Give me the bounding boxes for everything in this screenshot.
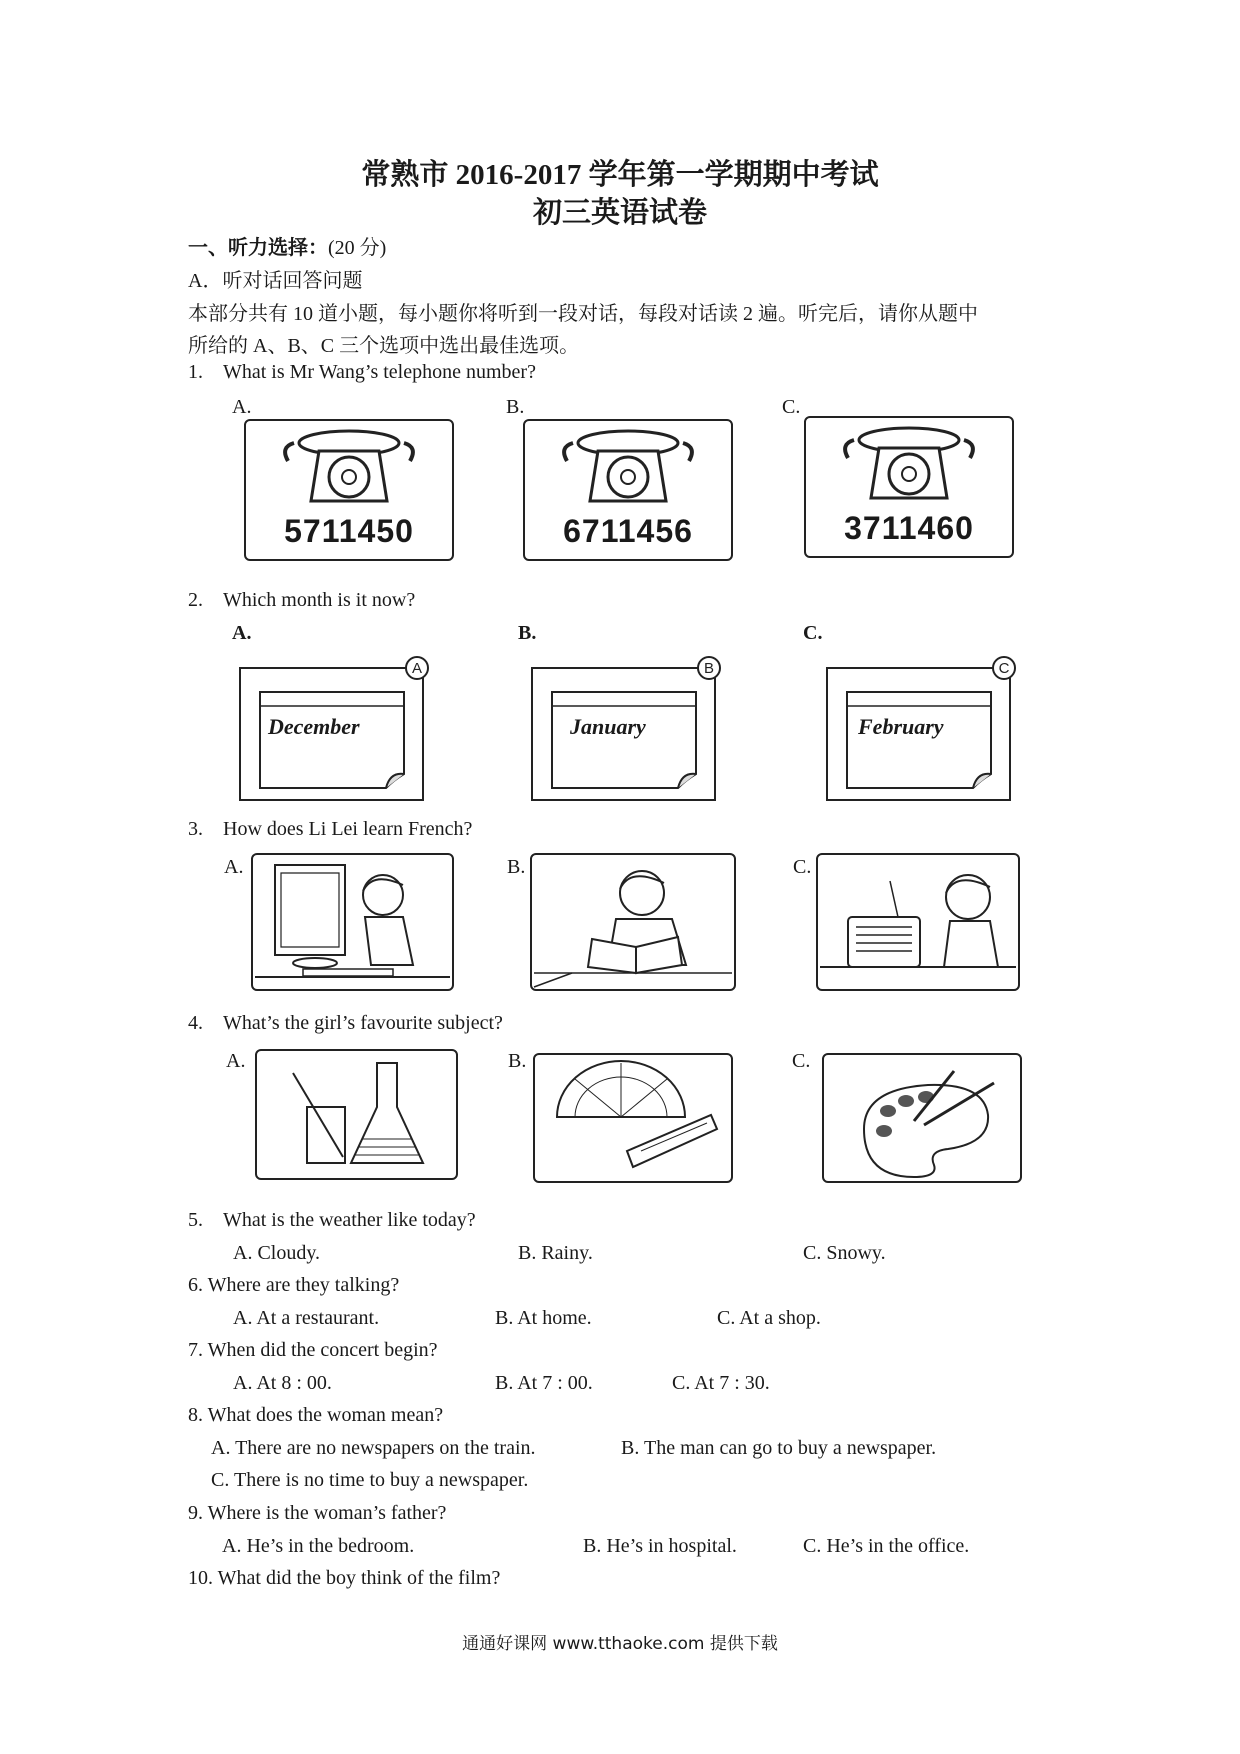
- q1-option-a-picture[interactable]: [244, 419, 454, 561]
- question-2: [188, 589, 415, 612]
- q4-option-a-letter: A.: [226, 1050, 246, 1072]
- phone-number: 6711456: [563, 513, 693, 549]
- question-7: [188, 1339, 438, 1362]
- question-number: 6.: [188, 1274, 203, 1296]
- question-number: 7.: [188, 1339, 203, 1361]
- q4-option-b-picture[interactable]: [533, 1053, 733, 1183]
- month-label: December: [268, 714, 360, 739]
- q9-option-a[interactable]: A. He’s in the bedroom.: [222, 1535, 415, 1557]
- question-9: [188, 1502, 446, 1525]
- badge-letter: A: [411, 660, 423, 677]
- q7-option-c[interactable]: C. At 7 : 30.: [672, 1372, 770, 1394]
- q3-option-c-letter: C.: [793, 856, 812, 878]
- q2-option-a-letter: A.: [232, 622, 252, 644]
- q1-option-c-letter: C.: [782, 396, 801, 418]
- q3-option-a-letter: A.: [224, 856, 244, 878]
- instructions-line-2: 所给的 A、B、C 三个选项中选出最佳选项。: [188, 335, 580, 357]
- q1-option-a-letter: A.: [232, 396, 252, 418]
- month-label: February: [858, 714, 944, 739]
- q8-option-b[interactable]: B. The man can go to buy a newspaper.: [621, 1437, 937, 1459]
- question-text: What is Mr Wang’s telephone number?: [223, 361, 536, 383]
- q2-option-b-picture[interactable]: [530, 656, 730, 802]
- question-number: 8.: [188, 1404, 203, 1426]
- q1-option-c-picture[interactable]: [804, 416, 1014, 558]
- exam-subtitle: 初三英语试卷: [532, 197, 707, 229]
- question-text: What is the weather like today?: [223, 1209, 476, 1231]
- question-text: How does Li Lei learn French?: [223, 818, 473, 840]
- question-1: [188, 361, 536, 384]
- q6-option-a[interactable]: A. At a restaurant.: [233, 1307, 380, 1329]
- section-heading-label: 一、听力选择：: [188, 237, 328, 259]
- q8-option-c[interactable]: C. There is no time to buy a newspaper.: [211, 1469, 529, 1491]
- question-number: 4.: [188, 1012, 203, 1034]
- q1-option-b-letter: B.: [506, 396, 525, 418]
- question-text: When did the concert begin?: [207, 1339, 438, 1361]
- question-5: [188, 1209, 476, 1232]
- q4-option-c-letter: C.: [792, 1050, 811, 1072]
- question-number: 1.: [188, 361, 203, 383]
- badge-letter: B: [703, 660, 715, 677]
- q3-option-b-letter: B.: [507, 856, 526, 878]
- question-6: [188, 1274, 399, 1297]
- instructions-line-1: 本部分共有 10 道小题，每小题你将听到一段对话，每段对话读 2 遍。听完后，请你从题中: [188, 303, 978, 325]
- q9-option-c[interactable]: C. He’s in the office.: [803, 1535, 970, 1557]
- q2-option-a-picture[interactable]: [238, 656, 438, 802]
- question-number: 5.: [188, 1209, 203, 1231]
- q2-option-c-letter: C.: [803, 622, 823, 644]
- art-palette-icon: [824, 1055, 1020, 1181]
- phone-number: 5711450: [284, 513, 414, 549]
- question-3: [188, 818, 472, 841]
- book-icon: [532, 855, 734, 989]
- section-points: (20 分): [328, 237, 387, 259]
- q4-option-c-picture[interactable]: [822, 1053, 1022, 1183]
- q8-option-a[interactable]: A. There are no newspapers on the train.: [211, 1437, 536, 1459]
- question-text: Where are they talking?: [207, 1274, 400, 1296]
- q1-option-b-picture[interactable]: [523, 419, 733, 561]
- footer-watermark: 通通好课网 www.tthaoke.com 提供下载: [462, 1634, 778, 1654]
- chemistry-icon: [257, 1051, 456, 1178]
- question-text: What does the woman mean?: [207, 1404, 444, 1426]
- q5-option-b[interactable]: B. Rainy.: [518, 1242, 593, 1264]
- q9-option-b[interactable]: B. He’s in hospital.: [583, 1535, 737, 1557]
- q5-option-a[interactable]: A. Cloudy.: [233, 1242, 321, 1264]
- question-8: [188, 1404, 443, 1427]
- question-4: [188, 1012, 503, 1035]
- q7-option-a[interactable]: A. At 8 : 00.: [233, 1372, 332, 1394]
- q4-option-b-letter: B.: [508, 1050, 527, 1072]
- q3-option-b-picture[interactable]: [530, 853, 736, 991]
- q6-option-b[interactable]: B. At home.: [495, 1307, 592, 1329]
- phone-number: 3711460: [844, 510, 974, 546]
- computer-icon: [253, 855, 452, 989]
- q6-option-c[interactable]: C. At a shop.: [717, 1307, 821, 1329]
- radio-icon: [818, 855, 1018, 989]
- question-text: Where is the woman’s father?: [207, 1502, 447, 1524]
- q7-option-b[interactable]: B. At 7 : 00.: [495, 1372, 593, 1394]
- question-text: What’s the girl’s favourite subject?: [223, 1012, 503, 1034]
- q2-option-c-picture[interactable]: [825, 656, 1025, 802]
- question-number: 10.: [188, 1567, 213, 1589]
- question-number: 2.: [188, 589, 203, 611]
- protractor-ruler-icon: [535, 1055, 731, 1181]
- part-a-heading: A．听对话回答问题: [188, 270, 363, 292]
- q3-option-c-picture[interactable]: [816, 853, 1020, 991]
- month-label: January: [570, 714, 646, 739]
- question-text: Which month is it now?: [223, 589, 416, 611]
- q3-option-a-picture[interactable]: [251, 853, 454, 991]
- q5-option-c[interactable]: C. Snowy.: [803, 1242, 886, 1264]
- exam-title: 常熟市 2016-2017 学年第一学期期中考试: [361, 159, 879, 191]
- q4-option-a-picture[interactable]: [255, 1049, 458, 1180]
- question-text: What did the boy think of the film?: [217, 1567, 501, 1589]
- section-heading: [188, 231, 386, 260]
- badge-letter: C: [998, 660, 1010, 677]
- question-number: 3.: [188, 818, 203, 840]
- q2-option-b-letter: B.: [518, 622, 537, 644]
- question-number: 9.: [188, 1502, 203, 1524]
- question-10: [188, 1567, 500, 1590]
